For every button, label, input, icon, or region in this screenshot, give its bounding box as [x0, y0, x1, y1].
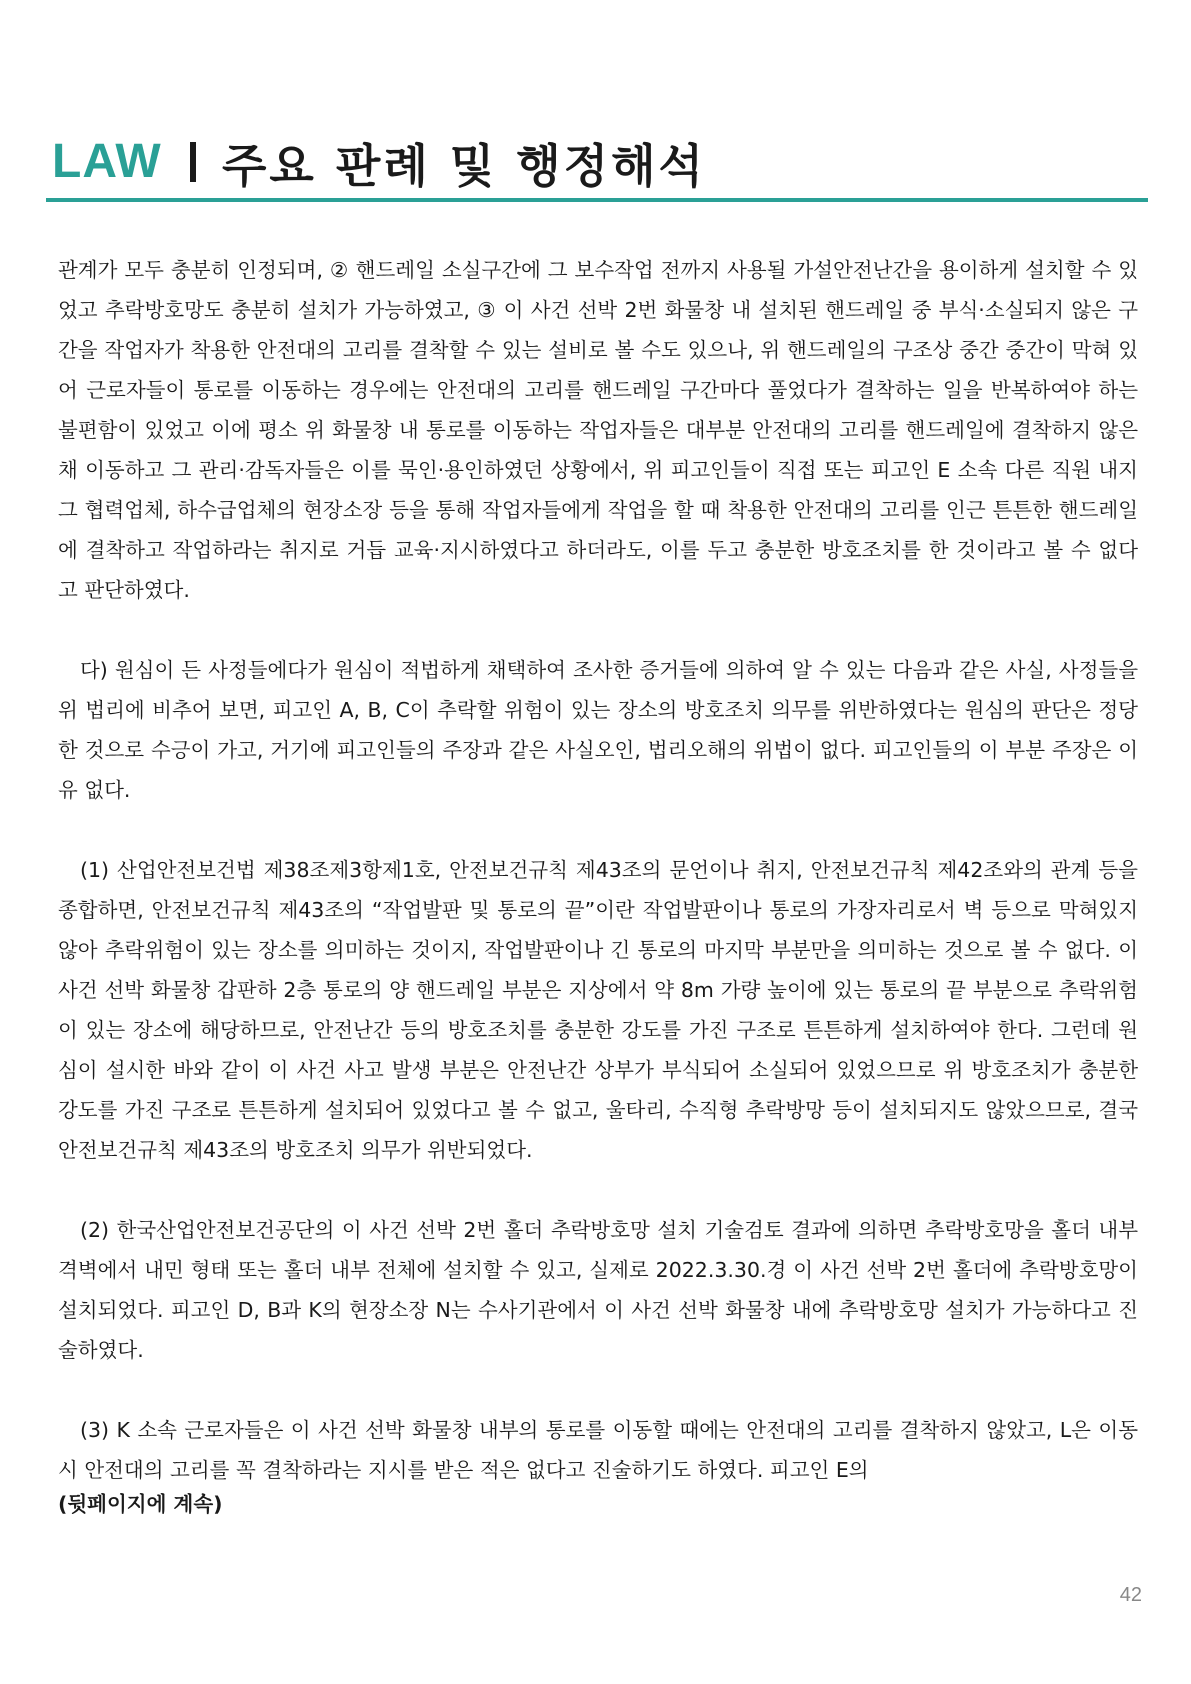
- continuation-note: (뒷페이지에 계속): [58, 1492, 223, 1516]
- paragraph-5: (3) K 소속 근로자들은 이 사건 선박 화물창 내부의 통로를 이동할 때에는 안전대의 고리를 결착하지 않았고, L은 이동 시 안전대의 고리를 꼭 결착하라는 지시를 받은 적은 없다고 진술하기도 하였다. 피고인 E의: [58, 1418, 1138, 1482]
- paragraph-1: 관계가 모두 충분히 인정되며, ② 핸드레일 소실구간에 그 보수작업 전까지 사용될 가설안전난간을 용이하게 설치할 수 있었고 추락방호망도 충분히 설치가 가능하였고, ③ 이 사건 선박 2번 화물창 내 설치된 핸드레일 중 부식·소실되지 않은 구간을 작업자가 착용한 안전대의 고리를 결착할 수 있는 설비로 볼 수도 있으나, 위 핸드레일의 구조상 중간 중간이 막혀 있어 근로자들이 통로를 이동하는 경우에는 안전대의 고리를 핸드레일 구간마다 풀었다가 결착하는 일을 반복하여야 하는 불편함이 있었고 이에 평소 위 화물창 내 통로를 이동하는 작업자들은 대부분 안전대의 고리를 핸드레일에 결착하지 않은 채 이동하고 그 관리·감독자들은 이를 묵인·용인하였던 상황에서, 위 피고인들이 직접 또는 피고인 E 소속 다른 직원 내지 그 협력업체, 하수급업체의 현장소장 등을 통해 작업자들에게 작업을 할 때 착용한 안전대의 고리를 인근 튼튼한 핸드레일에 결착하고 작업하라는 취지로 거듭 교육·지시하였다고 하더라도, 이를 두고 충분한 방호조치를 한 것이라고 볼 수 없다고 판단하였다.: [58, 258, 1138, 602]
- paragraph-2: 다) 원심이 든 사정들에다가 원심이 적법하게 채택하여 조사한 증거들에 의하여 알 수 있는 다음과 같은 사실, 사정들을 위 법리에 비추어 보면, 피고인 A, B, C이 추락할 위험이 있는 장소의 방호조치 의무를 위반하였다는 원심의 판단은 정당한 것으로 수긍이 가고, 거기에 피고인들의 주장과 같은 사실오인, 법리오해의 위법이 없다. 피고인들의 이 부분 주장은 이유 없다.: [58, 658, 1138, 802]
- header-separator: [190, 142, 196, 182]
- document-body: [58, 250, 1138, 1518]
- page-header: [52, 128, 1152, 200]
- page-title: 주요 판례 및 행정해석: [222, 139, 706, 193]
- paragraph-3: (1) 산업안전보건법 제38조제3항제1호, 안전보건규칙 제43조의 문언이나 취지, 안전보건규칙 제42조와의 관계 등을 종합하면, 안전보건규칙 제43조의 “작업발판 및 통로의 끝”이란 작업발판이나 통로의 가장자리로서 벽 등으로 막혀있지 않아 추락위험이 있는 장소를 의미하는 것이지, 작업발판이나 긴 통로의 마지막 부분만을 의미하는 것으로 볼 수 없다. 이 사건 선박 화물창 갑판하 2층 통로의 양 핸드레일 부분은 지상에서 약 8m 가량 높이에 있는 통로의 끝 부분으로 추락위험이 있는 장소에 해당하므로, 안전난간 등의 방호조치를 충분한 강도를 가진 구조로 튼튼하게 설치하여야 한다. 그런데 원심이 설시한 바와 같이 이 사건 사고 발생 부분은 안전난간 상부가 부식되어 소실되어 있었으므로 위 방호조치가 충분한 강도를 가진 구조로 튼튼하게 설치되어 있었다고 볼 수 없고, 울타리, 수직형 추락방망 등이 설치되지도 않았으므로, 결국 안전보건규칙 제43조의 방호조치 의무가 위반되었다.: [58, 858, 1138, 1162]
- page-number: 42: [1119, 1584, 1142, 1606]
- paragraph-4: (2) 한국산업안전보건공단의 이 사건 선박 2번 홀더 추락방호망 설치 기술검토 결과에 의하면 추락방호망을 홀더 내부 격벽에서 내민 형태 또는 홀더 내부 전체에 설치할 수 있고, 실제로 2022.3.30.경 이 사건 선박 2번 홀더에 추락방호망이 설치되었다. 피고인 D, B과 K의 현장소장 N는 수사기관에서 이 사건 선박 화물창 내에 추락방호망 설치가 가능하다고 진술하였다.: [58, 1218, 1138, 1362]
- section-label: LAW: [52, 135, 162, 188]
- header-rule: [46, 198, 1148, 202]
